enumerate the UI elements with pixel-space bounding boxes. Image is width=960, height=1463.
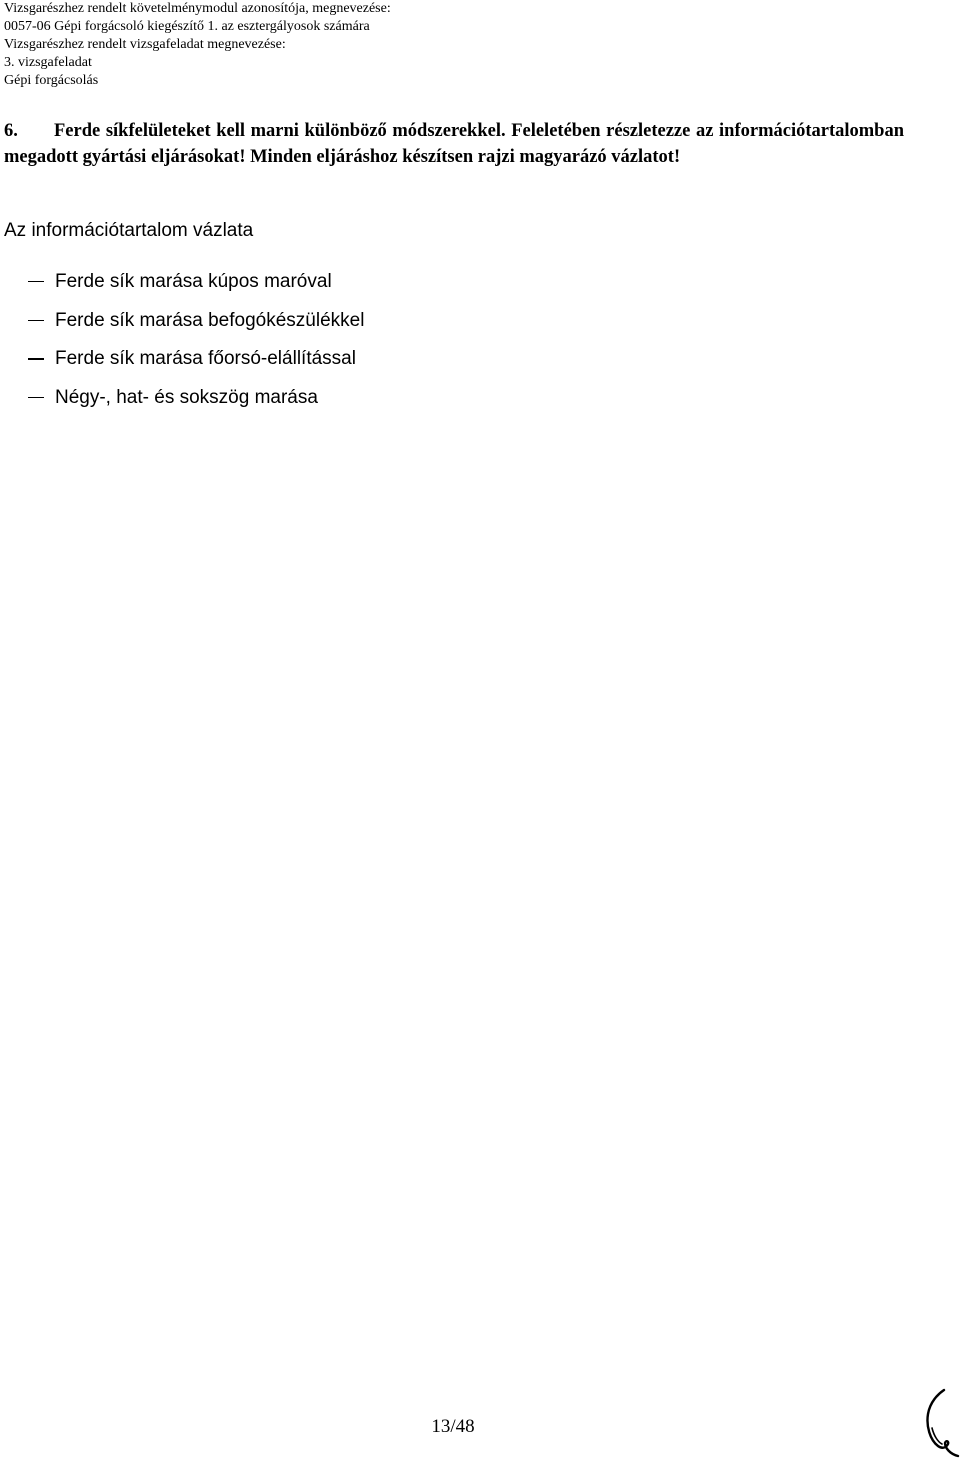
dash-bullet-icon <box>28 320 44 321</box>
list-item <box>4 308 904 334</box>
outline-heading: Az információtartalom vázlata <box>4 220 254 241</box>
content-outline <box>4 218 904 424</box>
list-item <box>4 346 904 372</box>
task-statement <box>4 118 904 170</box>
header-task-number: 3. vizsgafeladat <box>4 55 92 70</box>
header-task-name: Gépi forgácsolás <box>4 73 99 88</box>
header-module-name: 0057-06 Gépi forgácsoló kiegészítő 1. az esztergályosok számára <box>4 19 370 34</box>
list-item <box>4 385 904 411</box>
dash-bullet-icon <box>28 397 44 398</box>
dash-bullet-icon <box>28 281 44 282</box>
list-item <box>4 269 904 295</box>
task-number: 6. <box>4 121 18 141</box>
list-item-text: Ferde sík marása befogókészülékkel <box>55 309 365 331</box>
list-item-text: Ferde sík marása kúpos maróval <box>55 271 332 292</box>
page-number: 13/48 <box>431 1416 475 1437</box>
header-module-label: Vizsgarészhez rendelt követelménymodul azonosítója, megnevezése: <box>4 1 391 16</box>
signature-icon <box>918 1386 960 1460</box>
document-header <box>4 0 944 90</box>
list-item-text: Ferde sík marása főorsó-elállítással <box>55 348 356 370</box>
dash-bullet-icon <box>28 358 44 359</box>
list-item-text: Négy-, hat- és sokszög marása <box>55 387 318 409</box>
outline-list <box>4 269 904 411</box>
header-task-label: Vizsgarészhez rendelt vizsgafeladat megnevezése: <box>4 37 286 52</box>
task-text: Ferde síkfelületeket kell marni különböző módszerekkel. Feleletében részletezze az információtartalomban megadott gyártási eljárásokat! Minden eljáráshoz készítsen rajzi magyarázó vázlatot! <box>4 121 904 167</box>
